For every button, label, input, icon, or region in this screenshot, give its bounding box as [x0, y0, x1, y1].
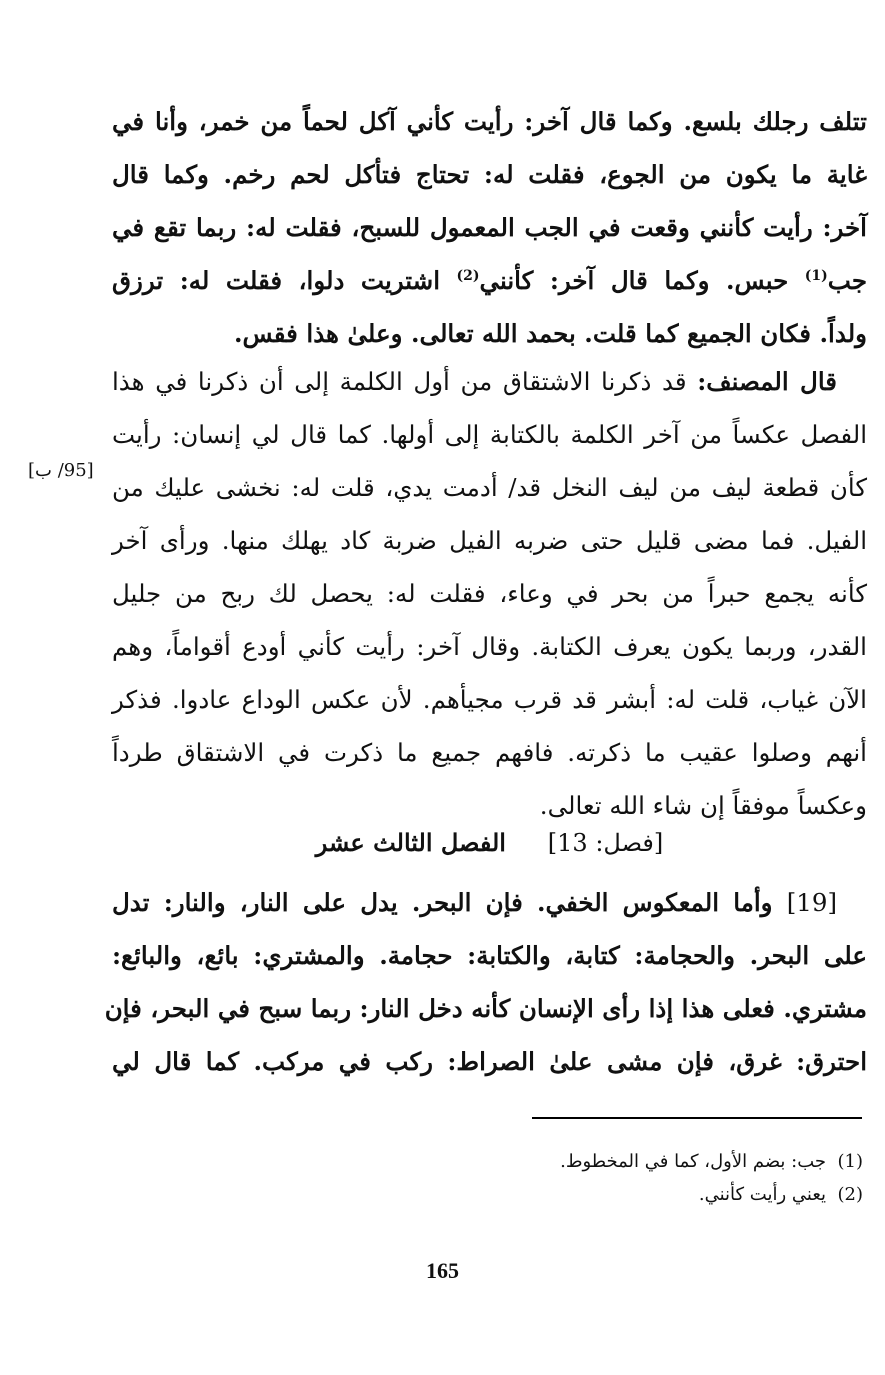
paragraph-2 [112, 355, 867, 832]
section-heading [112, 818, 867, 868]
text-line: القدر، وربما يكون يعرف الكتابة. وقال آخر: رأيت كأني أودع أقواماً، وهم [112, 632, 867, 661]
text-line: الآن غياب، قلت له: أبشر قد قرب مجيأهم. لأن عكس الوداع عادوا. فذكر [112, 685, 867, 714]
text-line: كأن قطعة ليف من ليف النخل قد/ أدمت يدي، قلت له: نخشى عليك من [112, 473, 867, 502]
text-segment: وأما المعكوس الخفي. فإن البحر. يدل على النار، والنار: تدل [112, 888, 787, 917]
text-line: تتلف رجلك بلسع. وكما قال آخر: رأيت كأني آكل لحماً من خمر، وأنا في [112, 107, 867, 136]
footnote-number: (1) [837, 1151, 863, 1172]
footnote-text: يعني رأيت كأنني. [698, 1184, 827, 1205]
text-line: مشتري. فعلى هذا إذا رأى الإنسان كأنه دخل النار: ربما سبح في البحر، فإن [104, 994, 867, 1023]
text-line [112, 355, 867, 408]
footnote-ref-1[interactable]: (1) [804, 267, 828, 284]
footnote-text: جب: بضم الأول، كما في المخطوط. [560, 1151, 827, 1172]
text-line: الفصل عكساً من آخر الكلمة بالكتابة إلى أولها. كما قال لي إنسان: رأيت [112, 420, 867, 449]
text-line: آخر: رأيت كأنني وقعت في الجب المعمول للسبح، فقلت له: ربما تقع في [112, 213, 867, 242]
paragraph-1 [112, 95, 867, 360]
author-label: قال المصنف: [697, 367, 837, 396]
text-line: كأنه يجمع حبراً من بحر في وعاء، فقلت له: يحصل لك ربح من جليل [112, 579, 867, 608]
footnote-ref-2[interactable]: (2) [456, 267, 480, 284]
page-number: 165 [426, 1258, 459, 1283]
section-title: الفصل الثالث عشر [315, 828, 506, 857]
footnote-2 [443, 1178, 863, 1211]
text-segment: اشتريت دلوا، فقلت له: ترزق [112, 266, 457, 295]
text-line: الفيل. فما مضى قليل حتى ضربه الفيل ضربة كاد يهلك منها. ورأى آخر [112, 526, 867, 555]
text-segment: جب [827, 266, 867, 295]
text-segment: حبس. وكما قال آخر: كأنني [479, 266, 805, 295]
text-line: احترق: غرق، فإن مشى علىٰ الصراط: ركب في مركب. كما قال لي [112, 1047, 867, 1076]
footnote-1 [443, 1145, 863, 1178]
text-line: وعكساً موفقاً إن شاء الله تعالى. [539, 791, 867, 820]
paragraph-3 [104, 876, 867, 1088]
text-line: أنهم وصلوا عقيب ما ذكرته. فافهم جميع ما ذكرت في الاشتقاق طرداً [112, 738, 867, 767]
text-line [112, 254, 867, 307]
item-number: [19] [786, 888, 837, 917]
text-line: ولداً. فكان الجميع كما قلت. بحمد الله تعالى. وعلىٰ هذا فقس. [233, 319, 867, 348]
footnote-number: (2) [837, 1184, 863, 1205]
text-segment: قد ذكرنا الاشتقاق من أول الكلمة إلى أن ذكرنا في هذا [112, 367, 698, 396]
footnotes [443, 1145, 863, 1211]
footnote-separator [532, 1117, 862, 1119]
text-line [112, 876, 867, 929]
text-line: غاية ما يكون من الجوع، فقلت له: تحتاج فتأكل لحم رخم. وكما قال [112, 160, 867, 189]
section-number: [فصل: 13] [547, 829, 664, 857]
text-line: على البحر. والحجامة: كتابة، والكتابة: حجامة. والمشتري: بائع، والبائع: [112, 941, 867, 970]
margin-folio-note: [95/ ب] [28, 460, 94, 481]
